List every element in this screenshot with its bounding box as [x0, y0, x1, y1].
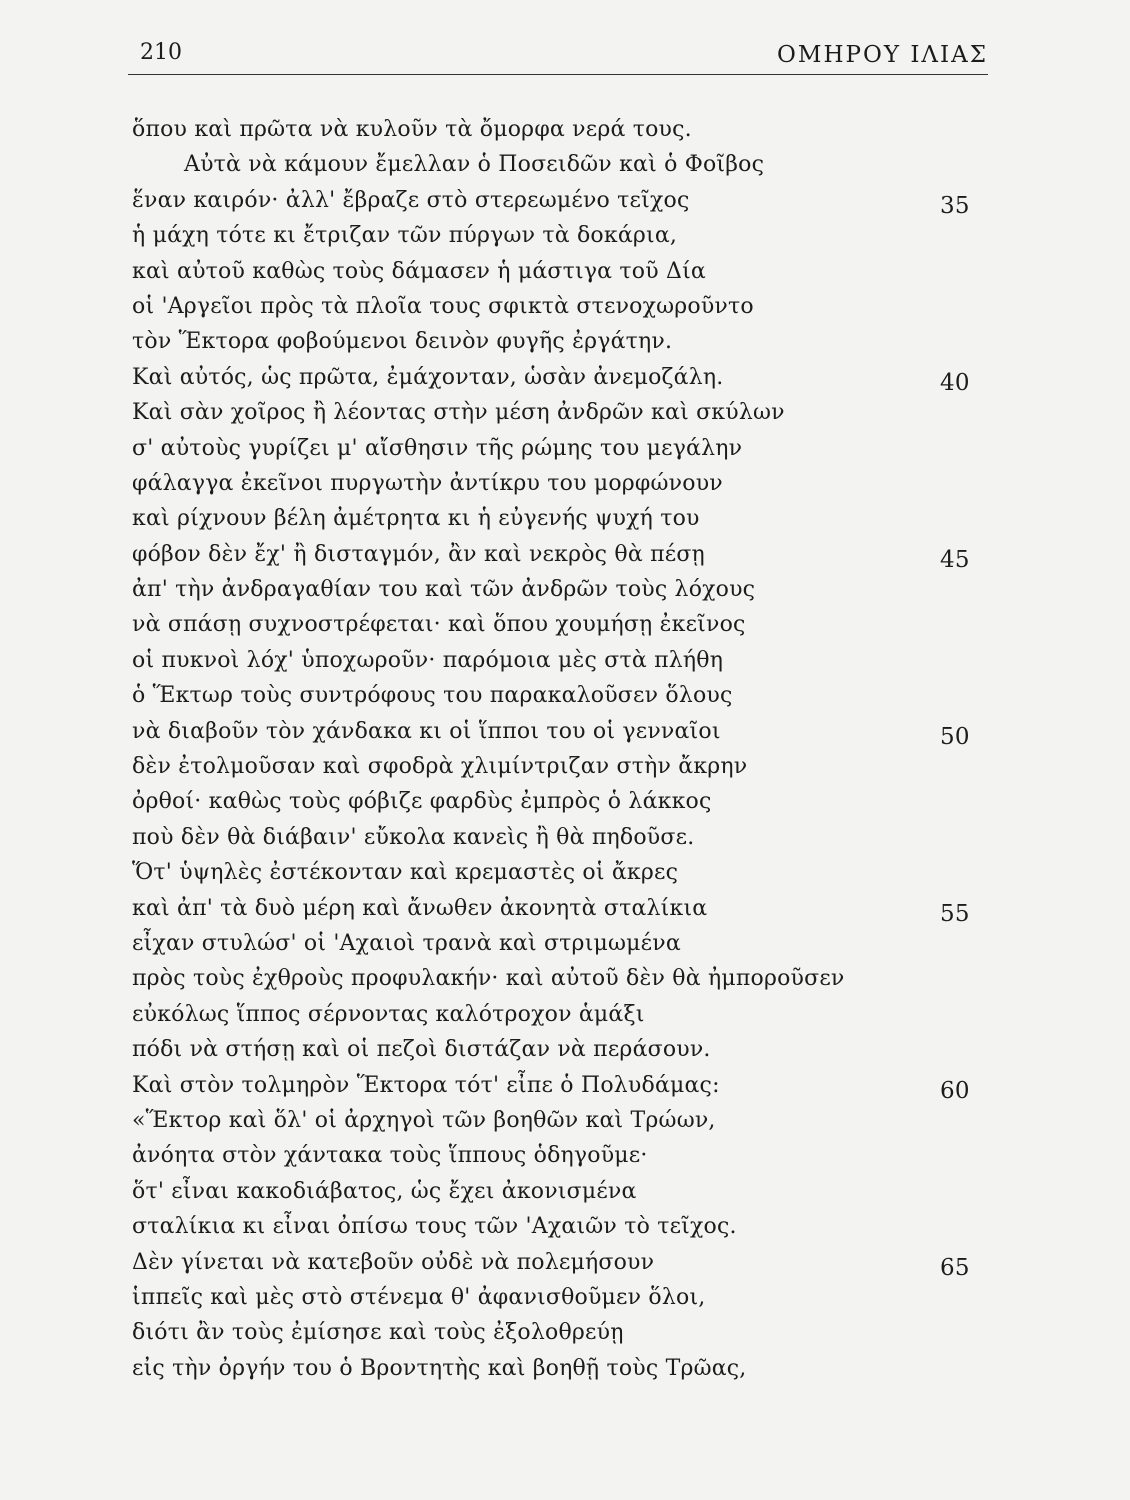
verse-text: ἀπ' τὴν ἀνδραγαθίαν του καὶ τῶν ἀνδρῶν τοὺς λόχους	[132, 577, 756, 603]
verse-text: δὲν ἐτολμοῦσαν καὶ σφοδρὰ χλιμίντριζαν στὴν ἄκρην	[132, 754, 748, 780]
verse-line	[132, 607, 992, 642]
verse-line	[132, 1209, 992, 1244]
verse-text: φάλαγγα ἐκεῖνοι πυργωτὴν ἀντίκρυ του μορφώνουν	[132, 470, 723, 496]
verse-text: φόβον δὲν ἔχ' ἢ δισταγμόν, ἂν καὶ νεκρὸς θὰ πέσῃ	[132, 541, 705, 567]
verse-text: Αὐτὰ νὰ κάμουν ἔμελλαν ὁ Ποσειδῶν καὶ ὁ Φοῖβος	[184, 152, 765, 178]
verse-text: καὶ αὐτοῦ καθὼς τοὺς δάμασεν ἡ μάστιγα τοῦ Δία	[132, 258, 706, 284]
verse-line	[132, 678, 992, 713]
verse-block	[132, 112, 992, 1386]
verse-line	[132, 466, 992, 501]
verse-line	[132, 112, 992, 147]
verse-line	[132, 218, 992, 253]
verse-text: οἱ 'Αργεῖοι πρὸς τὰ πλοῖα τους σφικτὰ στενοχωροῦντο	[132, 293, 754, 319]
verse-line	[132, 431, 992, 466]
line-number: 40	[940, 369, 970, 396]
verse-text: εἶχαν στυλώσ' οἱ 'Αχαιοὶ τρανὰ καὶ στριμωμένα	[132, 930, 681, 956]
verse-line	[132, 254, 992, 289]
verse-text: ὀρθοί· καθὼς τοὺς φόβιζε φαρδὺς ἐμπρὸς ὁ λάκκος	[132, 789, 712, 815]
verse-text: πρὸς τοὺς ἐχθροὺς προφυλακήν· καὶ αὐτοῦ δὲν θὰ ἠμποροῦσεν	[132, 966, 845, 992]
verse-text: εἰς τὴν ὀργήν του ὁ Βροντητὴς καὶ βοηθῇ τοὺς Τρῶας,	[132, 1355, 747, 1381]
verse-text: ἕναν καιρόν· ἀλλ' ἔβραζε στὸ στερεωμένο τεῖχος	[132, 187, 690, 213]
line-number: 55	[940, 900, 970, 927]
verse-text: Καὶ σὰν χοῖρος ἢ λέοντας στὴν μέση ἀνδρῶν καὶ σκύλων	[132, 400, 785, 426]
verse-text: σ' αὐτοὺς γυρίζει μ' αἴσθησιν τῆς ρώμης του μεγάλην	[132, 435, 743, 461]
verse-text: καὶ ρίχνουν βέλη ἀμέτρητα κι ἡ εὐγενής ψυχή του	[132, 506, 700, 532]
verse-text: εὐκόλως ἵππος σέρνοντας καλότροχον ἁμάξι	[132, 1001, 645, 1027]
verse-line	[132, 501, 992, 536]
verse-line	[132, 1103, 992, 1138]
verse-line	[132, 1068, 992, 1103]
verse-text: νὰ σπάσῃ συχνοστρέφεται· καὶ ὅπου χουμήσῃ ἐκεῖνος	[132, 612, 746, 638]
verse-text: ὅτ' εἶναι κακοδιάβατος, ὡς ἔχει ἀκονισμένα	[132, 1178, 637, 1204]
verse-line	[132, 891, 992, 926]
line-number: 35	[940, 192, 970, 219]
verse-text: Καὶ στὸν τολμηρὸν Ἕκτορα τότ' εἶπε ὁ Πολυδάμας:	[132, 1072, 720, 1098]
verse-text: ὅπου καὶ πρῶτα νὰ κυλοῦν τὰ ὄμορφα νερά τους.	[132, 117, 692, 142]
verse-text: πόδι νὰ στήσῃ καὶ οἱ πεζοὶ διστάζαν νὰ περάσουν.	[132, 1037, 711, 1063]
verse-line	[132, 1245, 992, 1280]
verse-line	[132, 926, 992, 961]
verse-text: «Ἕκτορ καὶ ὅλ' οἱ ἀρχηγοὶ τῶν βοηθῶν καὶ Τρώων,	[132, 1107, 716, 1133]
page-number: 210	[140, 40, 182, 65]
line-number: 65	[940, 1254, 970, 1281]
verse-text: ἡ μάχη τότε κι ἔτριζαν τῶν πύργων τὰ δοκάρια,	[132, 223, 678, 249]
verse-line	[132, 1351, 992, 1386]
verse-line	[132, 147, 992, 182]
line-number: 45	[940, 546, 970, 573]
verse-line	[132, 714, 992, 749]
verse-text: ἀνόητα στὸν χάντακα τοὺς ἵππους ὁδηγοῦμε·	[132, 1143, 648, 1169]
verse-line	[132, 749, 992, 784]
page-header	[128, 38, 988, 78]
verse-line	[132, 289, 992, 324]
verse-line	[132, 820, 992, 855]
verse-text: οἱ πυκνοὶ λόχ' ὑποχωροῦν· παρόμοια μὲς στὰ πλήθη	[132, 647, 724, 673]
verse-line	[132, 784, 992, 819]
verse-line	[132, 1315, 992, 1350]
verse-text: ποὺ δὲν θὰ διάβαιν' εὔκολα κανεὶς ἢ θὰ πηδοῦσε.	[132, 824, 695, 850]
verse-text: Καὶ αὐτός, ὡς πρῶτα, ἐμάχονταν, ὡσὰν ἀνεμοζάλη.	[132, 364, 724, 390]
verse-text: ὁ Ἕκτωρ τοὺς συντρόφους του παρακαλοῦσεν ὅλους	[132, 683, 733, 709]
running-title: ΟΜΗΡΟΥ ΙΛΙΑΣ	[777, 42, 988, 68]
verse-text: Δὲν γίνεται νὰ κατεβοῦν οὐδὲ νὰ πολεμήσουν	[132, 1249, 655, 1275]
verse-text: σταλίκια κι εἶναι ὀπίσω τους τῶν 'Αχαιῶν τὸ τεῖχος.	[132, 1214, 737, 1240]
verse-text: ἱππεῖς καὶ μὲς στὸ στένεμα θ' ἀφανισθοῦμεν ὅλοι,	[132, 1284, 706, 1310]
verse-text: τὸν Ἕκτορα φοβούμενοι δεινὸν φυγῆς ἐργάτην.	[132, 329, 673, 355]
verse-line	[132, 537, 992, 572]
verse-line	[132, 324, 992, 359]
verse-text: Ὅτ' ὑψηλὲς ἐστέκονταν καὶ κρεμαστὲς οἱ ἄκρες	[132, 860, 679, 886]
verse-line	[132, 395, 992, 430]
line-number: 60	[940, 1077, 970, 1104]
verse-line	[132, 183, 992, 218]
verse-text: διότι ἂν τοὺς ἐμίσησε καὶ τοὺς ἐξολοθρεύῃ	[132, 1320, 624, 1346]
verse-line	[132, 855, 992, 890]
verse-line	[132, 1138, 992, 1173]
verse-line	[132, 1032, 992, 1067]
verse-line	[132, 572, 992, 607]
header-rule	[128, 74, 988, 75]
verse-line	[132, 961, 992, 996]
verse-text: καὶ ἀπ' τὰ δυὸ μέρη καὶ ἄνωθεν ἀκονητὰ σταλίκια	[132, 895, 708, 921]
line-number: 50	[940, 723, 970, 750]
verse-text: νὰ διαβοῦν τὸν χάνδακα κι οἱ ἵπποι του οἱ γενναῖοι	[132, 718, 721, 744]
verse-line	[132, 360, 992, 395]
verse-line	[132, 1174, 992, 1209]
verse-line	[132, 643, 992, 678]
verse-line	[132, 997, 992, 1032]
verse-line	[132, 1280, 992, 1315]
